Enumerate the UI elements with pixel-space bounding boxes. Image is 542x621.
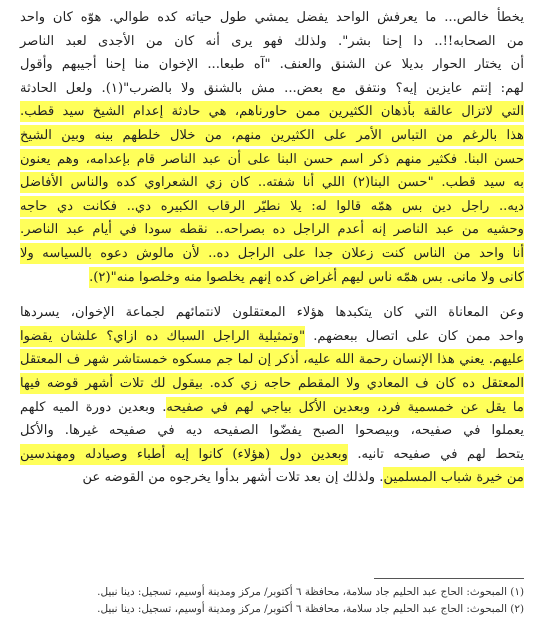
text-line: [20, 195, 524, 219]
highlighted-text: أنا واحد من الناس كنت زعلان جدا على الراجل ده.. لأن مالوش دعوه بالسياسه ولا: [20, 243, 524, 264]
highlighted-text: ما يقل عن خمسمية فرد، وبعدين الأكل بياجي لهم في صفيحه: [166, 397, 524, 418]
highlighted-text: المعتقل ده كان ف المعادي ولا المقطم حاجه زي كده. بيقول لك تلات أشهر قوضه فيها: [20, 373, 524, 394]
highlighted-text: "وتمثيلية الراجل السباك ده ازاي؟ علشان يقضوا: [20, 326, 305, 347]
text-line: [20, 124, 524, 148]
highlighted-text: من خيرة شباب المسلمين: [383, 467, 524, 488]
text-line: [20, 325, 524, 349]
highlighted-text: وحشيه من عبد الناصر إنه أعدم الراجل ده بصراحه.. نقطه سودا في أيام عبد الناصر.: [20, 219, 524, 240]
paragraph: [20, 6, 524, 289]
text-line: [20, 242, 524, 266]
text-segment: يتحط لهم في صفيحه تانيه.: [347, 446, 524, 462]
highlighted-text: وبعدين دول (هؤلاء) كانوا إيه أطباء وصيادله ومهندسين: [20, 444, 348, 465]
text-line: [20, 30, 524, 54]
text-segment: . ولذلك إن بعد تلات أشهر بدأوا يخرجوه من القوضه عن: [82, 470, 384, 486]
highlighted-text: عليهم. يعني هذا الإنسان رحمة الله عليه، أذكر إن لما جم مسكوه خمستاشر شهر ف المعتقل: [20, 349, 524, 370]
text-line: [20, 443, 524, 467]
text-line: [20, 372, 524, 396]
footnote: (٢) المبحوث: الحاج عبد الحليم جاد سلامة، محافظة ٦ أكتوبر/ مركز ومدينة أوسيم، تسجيل: دينا نبيل.: [97, 603, 524, 615]
text-segment: لهم: إنتم عايزين إيه؟ ونتفق مع بعض... مش بالشنق ولا بالضرب"(١). ولعل الحادثة: [20, 80, 524, 96]
paragraph: [20, 301, 524, 490]
highlighted-text: حسن البنا. فكثير منهم ذكر اسم حسن البنا على أن عبد الناصر قام بإعدامه، وهم يعنون: [20, 149, 524, 170]
text-line: [20, 77, 524, 101]
text-segment: يخطأ خالص... ما يعرفش الواحد يفضل يمشي طول حياته كده طوالي. هوّه كان واحد: [20, 10, 524, 25]
text-line: [20, 466, 524, 490]
text-segment: من الصحابه!!.. دا إحنا بشر". ولذلك فهو يرى أنه كان من الأجدى لعبد الناصر: [20, 33, 524, 49]
text-line: [20, 171, 524, 195]
text-line: [20, 266, 524, 290]
text-line: [20, 53, 524, 77]
highlighted-text: ديه.. راجل دين بس همّه قالوا له: يلا نطيّر الرقاب الكبيره دي.. فكانت دي حاجه: [20, 196, 524, 217]
text-line: [20, 301, 524, 325]
text-segment: أن يختار الحوار بديلا عن الشنق والعنف. "آه طبعا... الإخوان منا إحنا أجيبهم وأقول: [20, 57, 524, 73]
text-segment: وعن المعاناة التي كان يتكبدها هؤلاء المعتقلون لانتمائهم لجماعة الإخوان، يسردها: [20, 305, 524, 321]
footnote-divider: [374, 578, 524, 579]
text-line: [20, 6, 524, 30]
text-line: [20, 396, 524, 420]
highlighted-text: هذا بالرغم من التباس الأمر على الكثيرين منهم، من خلال خلطهم بينه وبين الشيخ: [20, 125, 524, 146]
text-line: [20, 348, 524, 372]
footnote: (١) المبحوث: الحاج عبد الحليم جاد سلامة، محافظة ٦ أكتوبر/ مركز ومدينة أوسيم، تسجيل: دينا نبيل.: [97, 586, 524, 598]
highlighted-text: كانى ولا مانى. بس همّه ناس ليهم أغراض كده إنهم يخلصوا منه وخلصوا منه"(٢).: [89, 267, 524, 288]
highlighted-text: التي لاتزال عالقة بأذهان الكثيرين ممن حاورناهم، هي حادثة إعدام الشيخ سيد قطب.: [20, 101, 524, 122]
text-line: [20, 419, 524, 443]
highlighted-text: به سيد قطب. "حسن البنا(٢) اللي أنا شفته.. كان زي الشعراوي كده والناس الأفاضل: [20, 172, 524, 193]
body-text: [20, 6, 524, 490]
text-line: [20, 148, 524, 172]
text-segment: يعملوا في صفيحه، وبيصحوا الصبح يفضّوا الصفيحه ديه في صفيحه غيرها. والأكل: [20, 423, 524, 439]
text-line: [20, 218, 524, 242]
footnotes: [20, 584, 524, 618]
text-line: [20, 100, 524, 124]
text-segment: واحد ممن كان على اتصال ببعضهم.: [305, 328, 524, 344]
text-segment: . وبعدين دورة الميه كلهم: [20, 399, 167, 415]
